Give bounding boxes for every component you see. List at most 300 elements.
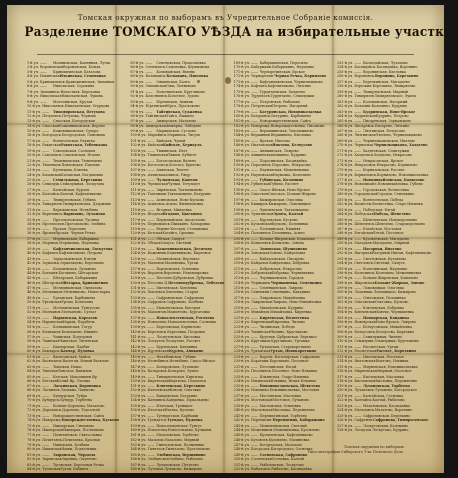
entry-villages: Круглик.-Дубровская, Вертикос	[259, 335, 318, 340]
district-entry	[27, 339, 122, 343]
entry-villages: Черноречинская, Ярское	[259, 70, 306, 75]
entry-number: 78-й уч. Почитанск.	[27, 437, 63, 442]
entry-villages: Ласкинская, Вороновка	[53, 384, 101, 389]
entry-number: 317-й уч. ——	[336, 374, 362, 379]
entry-number: 42-й уч. Зоркальц.	[27, 260, 60, 265]
district-entry	[234, 388, 329, 392]
entry-villages: Шевелевская, Новокороткино	[362, 217, 418, 222]
entry-villages: Ильинская, Старо-Ильинка	[259, 374, 309, 379]
entry-number: 86-й уч. Семеновск.	[130, 64, 167, 69]
entry-number: 158-й уч. Туендатск.	[130, 417, 168, 422]
entry-number: 213-й уч. ——	[233, 276, 258, 281]
entry-number: 275-й уч. ——	[336, 168, 362, 173]
entry-number: 324-й уч. Мазаловск.	[336, 408, 375, 413]
entry-number: 133-й уч. ——	[130, 296, 155, 300]
entry-number: 173-й уч. ——	[233, 80, 258, 85]
entry-number: 313-й уч. ——	[336, 354, 362, 359]
entry-number: 66-й уч. Кетская	[27, 378, 57, 383]
entry-number: 154-й уч. Кандинск.	[130, 398, 167, 403]
footer-line: Томская окружная по выборамъ	[343, 445, 404, 449]
entry-villages: Анжерская, Мазалово	[156, 119, 197, 124]
entry-villages: Колыванская, Вьюны	[156, 70, 195, 75]
district-entry	[130, 300, 225, 304]
entry-villages: Межениновка, Кузовлево	[273, 427, 320, 432]
entry-villages: Хмелевская, Хмелевка	[156, 286, 198, 291]
entry-villages: Ломовицкая, Ольговка	[362, 286, 404, 291]
entry-villages: Молчаново, Сулзат	[61, 309, 97, 314]
district-entry	[337, 104, 432, 108]
entry-number: 256-й уч. Воронинск.	[336, 74, 375, 79]
entry-villages: Дорохово, Терсалгай	[62, 408, 100, 413]
entry-number: 60-й уч. Бакчарск.	[27, 349, 61, 354]
entry-villages: Семилужная, Лоскутова	[60, 182, 105, 187]
entry-villages: Кожевниково, Киреевск	[167, 251, 211, 256]
title-rule	[37, 54, 414, 55]
entry-villages: Победа, Шевелево	[373, 211, 411, 216]
entry-villages: Волостная, Березовка	[60, 89, 101, 94]
entry-villages: Чулым, Тегульдет	[167, 182, 201, 187]
entry-villages: Киреевская, Вознесенка	[259, 315, 310, 320]
district-entry	[337, 241, 432, 245]
entry-number: 263-й уч. ——	[336, 109, 362, 114]
district-entry	[27, 408, 122, 412]
district-entry	[130, 271, 225, 275]
entry-number: 99-й уч. ——	[130, 129, 153, 134]
district-entry	[130, 231, 225, 235]
entry-number: 290-й уч. Магадаев.	[336, 241, 373, 246]
entry-villages: Половинская, Нижняя	[259, 227, 301, 232]
entry-villages: Молчановская, Тунгусова	[53, 305, 100, 310]
entry-number: 156-й уч. Итатская	[130, 408, 165, 413]
entry-number: 6-й уч. ——	[27, 84, 47, 89]
entry-villages: Кудрино, Петрово	[375, 113, 409, 118]
entry-villages: Могочинская, Крутая	[53, 99, 93, 104]
entry-number: 293-й уч. ——	[336, 256, 362, 261]
entry-villages: Колывань, Пихтовка	[166, 74, 209, 79]
entry-villages: Ласкино, Пашково	[60, 388, 95, 393]
entry-villages: Лоскутово, Рассвет	[165, 339, 201, 344]
entry-villages: Чаинская, Подгорная	[53, 335, 92, 340]
entry-villages: Чернильщиково, Халдеево	[373, 143, 428, 148]
entry-number: 58-й уч. Чаинская	[27, 339, 60, 344]
entry-villages: Песочнодубровка, Лебедево	[168, 280, 225, 285]
district-entry	[337, 339, 432, 343]
district-entry	[27, 261, 122, 265]
entry-number: 215-й уч. ——	[233, 286, 258, 291]
entry-number: 147-й уч. ——	[130, 364, 155, 369]
entry-number: 198-й уч. Кижиров.	[233, 202, 269, 207]
entry-number: 7-й уч. Зимовинск.	[27, 89, 61, 94]
district-entry	[337, 192, 432, 196]
entry-villages: Шегарская, Бабарыкина	[53, 276, 98, 281]
entry-number: 175-й уч. ——	[233, 89, 258, 94]
entry-villages: Кафтанчиково, Лязгино	[267, 84, 312, 89]
district-entry	[234, 182, 329, 186]
entry-villages: Воронинская, Кисловка	[362, 70, 406, 75]
entry-number: 200-й уч. Эуштинская	[233, 211, 274, 216]
entry-number: 127-й уч. ——	[130, 266, 155, 271]
entry-number: 89-й уч. ——	[130, 80, 153, 85]
entry-villages: Болотнинская, Кругликово	[156, 89, 206, 94]
district-entry	[27, 330, 122, 334]
entry-number: 68-й уч. Ласкинск.	[27, 388, 61, 393]
entry-number: 276-й уч. Корниловск.	[336, 172, 377, 177]
entry-number: 119-й уч. ——	[130, 227, 155, 232]
entry-villages: Кийская, Чумай	[156, 139, 186, 143]
entry-number: 130-й уч. Песочно-Д.	[130, 280, 169, 285]
entry-number: 159-й уч. ——	[130, 423, 155, 428]
entry-number: 112-й уч. Тахтамыш.	[130, 192, 168, 197]
district-entry	[27, 74, 122, 78]
entry-number: 295-й уч. ——	[336, 266, 362, 271]
entry-villages: Ижморская, Симоново	[53, 423, 95, 428]
entry-number: 272-й уч. Халдеевск.	[336, 152, 375, 157]
entry-number: 281-й уч. ——	[336, 197, 362, 202]
district-entry	[337, 261, 432, 265]
district-entry	[234, 339, 329, 343]
entry-number: 30-й уч. Тимирязев.	[27, 202, 63, 207]
district-entry	[234, 281, 329, 285]
entry-villages: Вороново, Новопокровка	[163, 270, 209, 275]
entry-number: 52-й уч. Молчанов.	[27, 309, 62, 314]
entry-villages: Сафроново, Колбиха	[166, 300, 204, 305]
entry-number: 45-й уч. ——	[27, 276, 49, 281]
entry-villages: Ракитская, Тебенькова	[60, 143, 108, 148]
entry-villages: Кузовлевская, Магадаево	[362, 237, 410, 242]
entry-number: 190-й уч. Поросинск.	[233, 162, 272, 167]
entry-villages: Корнилово, Новониколаевка	[376, 172, 429, 177]
entry-villages: Первомайская, Апсагачево	[156, 217, 206, 222]
district-entry	[27, 349, 122, 353]
entry-villages: Писарево, Лязгино	[374, 123, 410, 128]
district-entry	[130, 408, 225, 412]
entry-villages: Ипатовская, Песочное	[362, 354, 404, 359]
district-entry	[234, 428, 329, 432]
entry-number: 73-й уч. ——	[27, 413, 49, 418]
entry-number: 214-й уч. Чернышев.	[233, 280, 271, 285]
entry-number: 266-й уч. Писаревск.	[336, 123, 375, 128]
entry-villages: Бобровская, Некрасово	[259, 266, 302, 271]
district-entry	[337, 173, 432, 177]
entry-number: 300-й уч. Ломовицк.	[336, 290, 374, 295]
entry-villages: Эуштинская, Тахтамышево	[259, 207, 309, 212]
entry-number: 22-й уч. Тюменцев.	[27, 162, 62, 167]
entry-number: 326-й уч. Сафронов.	[336, 417, 374, 422]
entry-number: 96-й уч. Тайгинская	[130, 113, 167, 118]
entry-villages: Сафроновская, Сафронова	[156, 296, 205, 300]
entry-villages: Наумовка, Козюлино	[272, 172, 311, 177]
entry-number: 192-й уч. Наумовская	[233, 172, 273, 177]
entry-number: 249-й уч. ——	[233, 453, 258, 457]
entry-villages: Бакчар, Пудовка	[60, 349, 95, 354]
entry-number: 242-й уч. Перемитин.	[233, 417, 273, 422]
entry-villages: Халдеево, Некрасово	[374, 152, 412, 157]
district-entry	[130, 241, 225, 245]
entry-number: 296-й уч. Козюлинск.	[336, 270, 376, 275]
entry-villages: Гынгазово, Протопопово	[165, 447, 211, 452]
district-entry	[130, 457, 225, 461]
entry-number: 126-й уч. Малинов.	[130, 260, 165, 265]
entry-number: 186-й уч. Ипатовская	[233, 143, 273, 148]
entry-number: 136-й уч. Мамонтов.	[130, 309, 168, 314]
district-entry	[234, 300, 329, 304]
entry-number: 284-й уч. Победская	[336, 211, 374, 216]
district-entry	[27, 192, 122, 196]
district-entry	[27, 447, 122, 451]
district-entry	[130, 202, 225, 206]
entry-villages: Лоскутово, Кудрино	[372, 427, 409, 432]
district-entry	[27, 65, 122, 69]
entry-villages: Спасо-Яйская, Ново-Ярское	[259, 188, 311, 193]
entry-number: 97-й уч. ——	[130, 119, 153, 124]
entry-number: 202-й уч. Кусковская	[233, 221, 272, 226]
entry-number: 219-й уч. ——	[233, 305, 258, 310]
entry-villages: Сосновка, Калтай	[271, 457, 304, 462]
entry-number: 121-й уч. ——	[130, 237, 155, 242]
entry-villages: Песочно-Дубровская, Дубровка	[156, 276, 214, 281]
entry-villages: Итатка, Кусково	[164, 408, 195, 413]
entry-number: 3-й уч. ——	[27, 70, 47, 75]
district-entry	[27, 133, 122, 137]
district-entry	[130, 182, 225, 186]
entry-villages: Половинка, Асино	[271, 231, 305, 236]
district-entry	[337, 133, 432, 137]
entry-number: 322-й уч. Калтайск.	[336, 398, 373, 403]
entry-number: 106-й уч. Боготольск.	[130, 162, 170, 167]
entry-number: 274-й уч. Некрасовск.	[336, 162, 377, 167]
entry-villages: Семеновка, Шушпанова	[166, 64, 210, 69]
entry-number: 51-й уч. ——	[27, 305, 49, 310]
entry-villages: Нелюбинская, Губино	[156, 354, 197, 359]
entry-number: 139-й уч. ——	[130, 325, 155, 330]
entry-number: 101-й уч. ——	[130, 139, 155, 143]
entry-villages: Шегарка, Кривошеина	[62, 280, 108, 285]
entry-number: 286-й уч. Шевелевск.	[336, 221, 376, 226]
entry-villages: Масловская, Осиновка	[259, 403, 301, 408]
entry-villages: Мельниково, Монастырка	[63, 290, 111, 295]
entry-number: 49-й уч. ——	[27, 296, 49, 300]
entry-villages: Чаинское, Тигинская	[59, 339, 98, 344]
district-entry	[337, 428, 432, 432]
entry-villages: Кийское, Берикуль	[163, 143, 202, 148]
district-entry	[27, 290, 122, 294]
entry-villages: Михайловская, Кудрино	[259, 305, 304, 310]
entry-villages: Малиновская, Каменная, Лучш.	[53, 60, 111, 65]
district-entry	[27, 84, 122, 88]
entry-number: 178-й уч. Петровская	[233, 103, 273, 108]
entry-villages: Кижирово, Ломовицкое	[268, 202, 312, 207]
entry-villages: Чилинская, Победа	[259, 325, 295, 330]
entry-number: 71-й уч. ——	[27, 403, 49, 408]
district-entry	[27, 231, 122, 235]
entry-number: 98-й уч. Анжерская	[130, 123, 166, 128]
district-entry	[234, 359, 329, 363]
entry-number: 18-й уч. Ракитская	[27, 143, 61, 148]
entry-number: 278-й уч. Новомихайл.	[336, 182, 378, 187]
entry-number: 39-й уч. ——	[27, 246, 49, 251]
entry-number: 155-й уч. ——	[130, 403, 155, 408]
entry-number: 228-й уч. Уртамская	[233, 349, 271, 354]
entry-villages: Кузовлевская, Кафтанчиково	[259, 433, 313, 438]
entry-number: 187-й уч. ——	[233, 148, 258, 153]
entry-number: 122-й уч. Обская	[130, 241, 161, 246]
district-entry	[234, 133, 329, 137]
entry-villages: Ольговская, Половинка	[362, 296, 406, 300]
entry-villages: Богашевская, Лучаново	[53, 266, 97, 271]
entry-villages: Некрасовская, Ярское	[362, 158, 404, 163]
entry-villages: Туендат, Пудовка	[167, 417, 203, 422]
entry-villages: Злобинская, Вершинино	[156, 453, 206, 457]
entry-villages: Мирный, Мостовое	[376, 368, 412, 373]
entry-villages: Уртамская, Карбышева	[53, 296, 96, 300]
entry-number: 171-й уч. ——	[233, 70, 258, 75]
district-entry	[337, 231, 432, 235]
entry-villages: Васюган, Новый Васюган	[62, 359, 109, 364]
entry-villages: Бундур, Торбеева	[60, 398, 92, 403]
entry-villages: Тимирязевская, Мирный	[362, 89, 408, 94]
entry-number: 162-й уч. Мазалов.	[130, 437, 165, 442]
entry-villages: Зырянская, Чердаты	[53, 453, 96, 457]
entry-villages: Ломовицкое, Кижирово	[373, 290, 417, 295]
entry-number: 27-й уч. ——	[27, 188, 49, 193]
column-3	[233, 59, 329, 471]
district-entry	[234, 349, 329, 353]
entry-villages: Туендатская, Карбыши	[156, 413, 199, 418]
entry-villages: Туганская, Березовая Речка	[53, 462, 105, 467]
entry-number: 201-й уч. ——	[233, 217, 258, 222]
entry-villages: Чулымская, Каштан	[156, 178, 198, 183]
entry-villages: Победская, Елгай	[362, 207, 396, 212]
district-entry	[27, 94, 122, 98]
entry-number: 280-й уч. Городокская	[336, 192, 378, 197]
entry-number: 302-й уч. Ольговская	[336, 300, 376, 305]
entry-number: 88-й уч. Колыванск.	[130, 74, 167, 79]
entry-number: 81-й уч. ——	[27, 453, 49, 457]
entry-number: 292-й уч. Нагорная	[336, 251, 372, 256]
entry-number: 148-й уч. Коларовск.	[130, 368, 168, 373]
entry-number: 318-й уч. Кисловская	[336, 378, 376, 383]
district-entry	[27, 143, 122, 147]
entry-number: 244-й уч. Меженинов.	[233, 427, 274, 432]
district-entry	[337, 281, 432, 285]
entry-villages: Ключевская, Бобровка	[362, 305, 405, 310]
entry-villages: Почитанская, Святославка	[53, 433, 102, 438]
entry-number: 110-й уч. Чулымская	[130, 182, 168, 187]
entry-villages: Кожевниковская, Вороно	[59, 123, 105, 128]
entry-number: 46-й уч. Шегарская	[27, 280, 63, 285]
entry-villages: Песочное, Ново-Ильинка	[271, 368, 318, 373]
entry-number: 62-й уч. Васюганск.	[27, 359, 63, 364]
entry-villages: Сафроново, Тимирязевское	[373, 417, 429, 422]
district-entry	[27, 467, 122, 471]
entry-number: 289-й уч. ——	[336, 237, 362, 242]
district-entry	[234, 74, 329, 78]
district-entry	[130, 428, 225, 432]
entry-number: 189-й уч. ——	[233, 158, 258, 163]
district-entry	[130, 222, 225, 226]
entry-number: 32-й уч. Варюхинск.	[27, 211, 64, 216]
entry-number: 273-й уч. ——	[336, 158, 362, 163]
entry-number: 315-й уч. ——	[336, 364, 362, 369]
district-entry	[130, 104, 225, 108]
entry-villages: Наумовская, Межениновка	[259, 168, 310, 173]
entry-number: 222-й уч. Киреевская	[233, 319, 273, 324]
entry-number: 10-й уч. Николаевск.	[27, 103, 65, 108]
entry-villages: Новоярская, Кандинка	[362, 315, 410, 320]
entry-villages: Мариинск, Тисуль	[167, 133, 201, 138]
entry-number: 169-й уч. ——	[233, 60, 258, 65]
entry-number: 320-й уч. Лучановск.	[336, 388, 375, 393]
entry-villages: Бабарыкинская, Поросино	[259, 60, 308, 65]
district-entry	[234, 320, 329, 324]
entry-villages: Тайга, Яшкино	[166, 113, 194, 118]
district-entry	[337, 271, 432, 275]
header-line: Томская окружная по выборамъ въ Учредительное Собраніе комиссія.	[77, 13, 374, 22]
entry-number: 69-й уч. ——	[27, 394, 49, 399]
district-entry	[337, 369, 432, 373]
entry-number: 199-й уч. ——	[233, 207, 258, 212]
district-entry	[130, 438, 225, 442]
entry-number: 64-й уч. Тымская	[27, 368, 58, 373]
entry-number: 301-й уч. ——	[336, 296, 362, 300]
entry-number: 250-й уч. Сосновская	[233, 457, 272, 462]
entry-number: 221-й уч. ——	[233, 315, 258, 320]
entry-villages: Богородская, Ломовица	[61, 133, 105, 138]
district-entry	[27, 438, 122, 442]
entry-villages: Богородская, Мазалово	[259, 443, 303, 448]
entry-villages: Кривошеинская, Баталова	[53, 70, 101, 75]
entry-number: 43-й уч. ——	[27, 266, 49, 271]
entry-number: 285-й уч. ——	[336, 217, 362, 222]
column-2	[130, 59, 225, 471]
entry-number: 25-й уч. ——	[27, 178, 49, 183]
column-4	[337, 59, 432, 439]
entry-villages: Зоновская, Шушпаново	[259, 246, 308, 251]
entry-number: 15-й уч. ——	[27, 129, 49, 134]
district-entry	[27, 212, 122, 216]
entry-villages: Уртамская, Старокороткино	[259, 345, 311, 350]
district-entry	[234, 330, 329, 334]
entry-number: 172-й уч. Черноречин.	[233, 74, 275, 79]
entry-number: 103-й уч. ——	[130, 148, 155, 153]
entry-number: 36-й уч. Ярская	[27, 231, 56, 236]
entry-villages: Ильинка, Новая Ильинка	[270, 378, 317, 383]
entry-number: 258-й уч. Березкин.	[336, 84, 373, 89]
entry-villages: Новониколаевка, Мостовая	[269, 388, 320, 393]
district-entry	[234, 261, 329, 265]
entry-number: 216-й уч. Семенкин.	[233, 290, 271, 295]
entry-villages: Ипатово, Белоусово	[272, 143, 313, 148]
entry-villages: Туган, Бабинск	[60, 466, 89, 471]
entry-villages: Перемитино, Бабарыкино	[272, 417, 325, 422]
entry-villages: Моряковская, Бабаркина	[53, 237, 99, 242]
entry-number: 70-й уч. Бундурск.	[27, 398, 61, 403]
entry-villages: Никольская, Сорокина	[53, 84, 95, 89]
district-entry	[130, 173, 225, 177]
entry-villages: Мазалово, Воронино	[374, 408, 413, 413]
entry-number: 260-й уч. Тимирязев.	[336, 94, 375, 99]
district-entry	[130, 290, 225, 294]
district-entry	[130, 398, 225, 402]
entry-number: 80-й уч. Ишимская	[27, 447, 62, 452]
entry-villages: Кругликово, Уртамка	[271, 339, 310, 344]
entry-villages: Коломино, Кудрино	[371, 103, 408, 108]
entry-villages: Богашево, Шегарская	[58, 270, 99, 275]
entry-number: 259-й уч. ——	[336, 89, 362, 94]
entry-villages: Мазаловская, Торбеево	[156, 433, 199, 438]
entry-villages: Мариинская, Суслово	[156, 129, 196, 134]
entry-villages: Тихомировская, Петухова	[53, 109, 105, 114]
